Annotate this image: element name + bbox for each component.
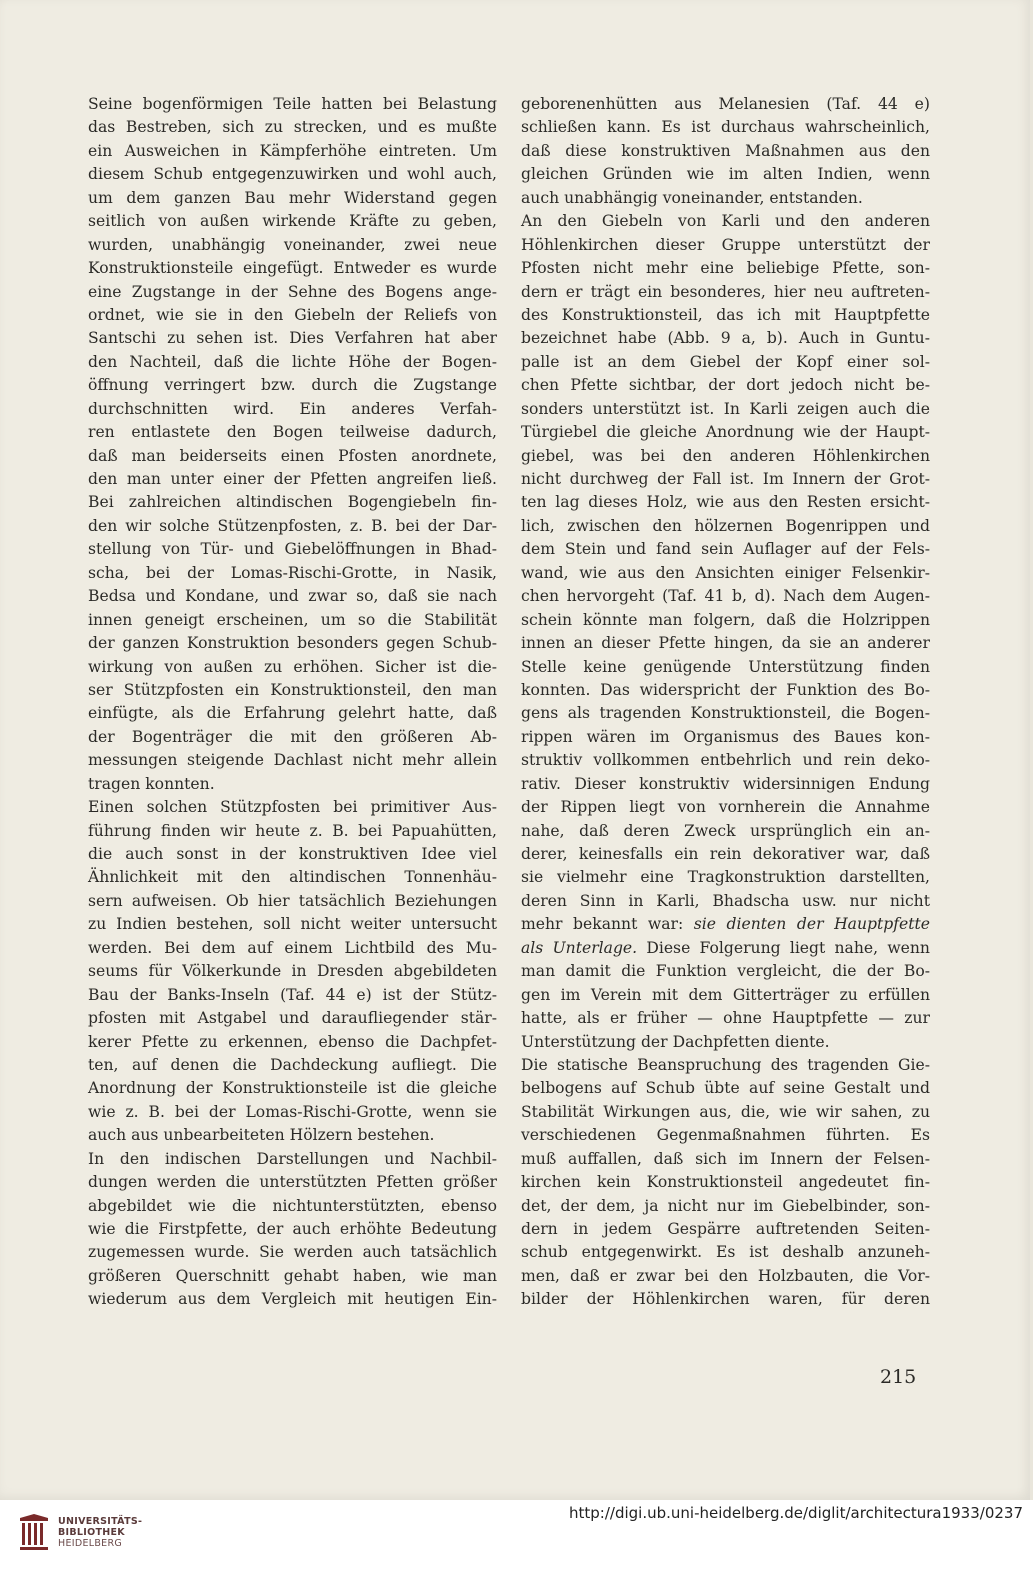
university-library-logo-icon — [18, 1514, 50, 1558]
text-line: messungen steigende Dachlast nicht mehr allein — [88, 751, 497, 770]
library-name-line: HEIDELBERG — [58, 1538, 123, 1549]
text-line: wie die Firstpfette, der auch erhöhte Bedeutung — [88, 1220, 497, 1238]
page-number: 215 — [880, 1366, 917, 1388]
text-line: führung finden wir heute z. B. bei Papuahütten, — [88, 821, 497, 840]
text-line: stellung von Tür- und Giebelöffnungen in Bhad- — [88, 540, 497, 559]
text-line: Unterstützung der Dachpfetten diente. — [521, 1032, 830, 1051]
library-name-line: BIBLIOTHEK — [58, 1527, 125, 1538]
text-line: dem Stein und fand sein Auflager auf der Fels- — [521, 540, 930, 559]
text-line: hatte, als er früher — ohne Hauptpfette — zur — [521, 1009, 930, 1028]
text-line — [521, 937, 930, 960]
text-line: tragen konnten. — [88, 774, 215, 793]
text-line: innen geneigt erscheinen, um so die Stabilität — [88, 610, 497, 629]
text-line: Bau der Banks-Inseln (Taf. 44 e) ist der Stütz- — [88, 985, 497, 1004]
text-line: struktiv vollkommen entbehrlich und rein deko- — [521, 751, 930, 770]
text-line: der ganzen Konstruktion besonders gegen Schub- — [88, 634, 497, 653]
text-line: diesem Schub entgegenzuwirken und wohl auch, — [88, 165, 497, 184]
text-line: derer, keinesfalls ein rein dekorativer war, daß — [521, 845, 930, 863]
text-line: Anordnung der Konstruktionsteile ist die gleiche — [88, 1079, 497, 1098]
text-line: die auch sonst in der konstruktiven Idee viel — [88, 845, 497, 863]
text-line: der Rippen liegt von vornherein die Annahme — [521, 798, 930, 817]
text-line: um dem ganzen Bau mehr Widerstand gegen — [88, 188, 497, 207]
text-line: sie vielmehr eine Tragkonstruktion darstellten, — [521, 868, 930, 887]
text-line: seitlich von außen wirkende Kräfte zu geben, — [88, 212, 497, 231]
text-line: belbogens auf Schub übte auf seine Gestalt und — [521, 1079, 930, 1098]
text-line: öffnung verringert bzw. durch die Zugstange — [88, 376, 497, 395]
text-line: wiederum aus dem Vergleich mit heutigen Ein- — [88, 1290, 497, 1309]
text-line: Stelle keine genügende Unterstützung finden — [521, 657, 930, 676]
text-line: mehr bekannt war: sie dienten der Hauptpfette — [521, 915, 931, 934]
text-line: scha, bei der Lomas-Rischi-Grotte, in Nasik, — [88, 563, 497, 582]
text-line: lich, zwischen den hölzernen Bogenrippen und — [521, 516, 930, 535]
text-line: palle ist an dem Giebel der Kopf einer sol- — [521, 352, 930, 371]
italic-phrase: als Unterlage. — [521, 938, 638, 957]
right-text-column — [521, 93, 930, 1312]
text-line: kerer Pfette zu erkennen, ebenso die Dachpfet- — [88, 1032, 497, 1051]
text-line: giebel, was bei den anderen Höhlenkirchen — [521, 446, 930, 465]
text-line: Bei zahlreichen altindischen Bogengiebeln fin- — [88, 493, 497, 512]
text-line: pfosten mit Astgabel und daraufliegender stär- — [88, 1009, 497, 1028]
text-line: ser Stützpfosten ein Konstruktionsteil, den man — [88, 680, 497, 699]
text-line: zu Indien bestehen, soll nicht weiter untersucht — [88, 915, 497, 934]
text-line: dern in jedem Gespärre auftretenden Seiten- — [521, 1220, 930, 1238]
text-line: sonders unterstützt ist. In Karli zeigen auch die — [521, 399, 930, 418]
text-line: In den indischen Darstellungen und Nachbil- — [88, 1149, 497, 1168]
text-line: dern er trägt ein besonderes, hier neu auftreten- — [521, 282, 930, 301]
text-line: Seine bogenförmigen Teile hatten bei Belastung — [88, 95, 497, 113]
text-line: Stabilität Wirkungen aus, die, wie wir sahen, zu — [521, 1102, 930, 1121]
text-line: gen im Verein mit dem Gitterträger zu erfüllen — [521, 985, 930, 1004]
text-line: Ähnlichkeit mit den altindischen Tonnenhäu- — [88, 868, 497, 887]
text-line: abgebildet wie die nichtunterstützten, ebenso — [88, 1196, 497, 1215]
italic-phrase: sie dienten der Hauptpfette — [693, 915, 931, 934]
text-line: daß man beiderseits einen Pfosten anordnete, — [88, 446, 497, 465]
text-line: der Bogenträger die mit den größeren Ab- — [88, 727, 497, 746]
text-line: chen Pfette sichtbar, der dort jedoch nicht be- — [521, 376, 930, 395]
text-line: seums für Völkerkunde in Dresden abgebildeten — [88, 962, 497, 981]
library-name-line: UNIVERSITÄTS- — [58, 1516, 143, 1527]
text-line: innen an dieser Pfette hingen, da sie an anderer — [521, 634, 930, 653]
text-line: deren Sinn in Karli, Bhadscha usw. nur nicht — [521, 891, 930, 910]
text-line: zugemessen wurde. Sie werden auch tatsächlich — [88, 1243, 497, 1262]
text-line: ten lag dieses Holz, wie aus den Resten ersicht- — [521, 493, 930, 512]
text-line: des Konstruktionsteil, das ich mit Hauptpfette — [521, 305, 930, 324]
text-line: Die statische Beanspruchung des tragenden Gie- — [521, 1055, 930, 1074]
text-line: den wir solche Stützenpfosten, z. B. bei der Dar- — [88, 516, 497, 535]
text-line: Türgiebel die gleiche Anordnung wie der Haupt- — [521, 423, 930, 442]
text-line: Pfosten nicht mehr eine beliebige Pfette, son- — [521, 259, 930, 278]
text-line: ein Ausweichen in Kämpferhöhe eintreten. Um — [88, 141, 497, 160]
text-line: ren entlastete den Bogen teilweise dadurch, — [88, 423, 497, 442]
text-line: muß auffallen, daß sich im Innern der Felsen- — [521, 1149, 930, 1168]
text-line: Bedsa und Kondane, und zwar so, daß sie nach — [88, 587, 497, 606]
text-line: den man unter einer der Pfetten angreifen ließ. — [88, 470, 497, 488]
text-line: schein könnte man folgern, daß die Holzrippen — [521, 610, 930, 629]
text-line: auch unabhängig voneinander, entstanden. — [521, 188, 863, 207]
text-line: gens als tragenden Konstruktionsteil, die Bogen- — [521, 704, 930, 723]
text-line: einfügte, als die Erfahrung gelehrt hatte, daß — [88, 704, 497, 723]
text-fragment: Diese Folgerung liegt nahe, wenn — [637, 938, 930, 957]
text-line: rativ. Dieser konstruktiv widersinnigen Endung — [521, 774, 930, 793]
text-line: geborenenhütten aus Melanesien (Taf. 44 e) — [521, 95, 930, 113]
text-line: bezeichnet habe (Abb. 9 a, b). Auch in Guntu- — [521, 329, 930, 348]
text-line: eine Zugstange in der Sehne des Bogens ange- — [88, 282, 497, 301]
text-line: auch aus unbearbeiteten Hölzern bestehen. — [88, 1126, 435, 1145]
text-line: nahe, daß deren Zweck ursprünglich ein an- — [521, 821, 930, 840]
text-line: An den Giebeln von Karli und den anderen — [521, 212, 930, 231]
text-line: Konstruktionsteile eingefügt. Entweder es wurde — [88, 259, 497, 278]
text-line: sern aufweisen. Ob hier tatsächlich Beziehungen — [88, 891, 497, 910]
text-line: wand, wie aus den Ansichten einiger Felsenkir- — [521, 563, 930, 582]
text-line: rippen wären im Organismus des Baues kon- — [521, 727, 930, 746]
text-line: den Nachteil, daß die lichte Höhe der Bogen- — [88, 352, 497, 371]
text-line: dungen werden die unterstützten Pfetten größer — [88, 1173, 497, 1192]
footer-bar — [0, 1500, 1033, 1577]
text-line: konnten. Das widerspricht der Funktion des Bo- — [521, 680, 930, 699]
library-name — [58, 1516, 142, 1549]
text-line: das Bestreben, sich zu strecken, und es mußte — [88, 118, 497, 137]
text-line: daß diese konstruktiven Maßnahmen aus den — [521, 141, 930, 160]
text-line: schließen kann. Es ist durchaus wahrscheinlich, — [521, 118, 930, 137]
text-line: durchschnitten wird. Ein anderes Verfah- — [88, 399, 497, 418]
text-line: wie z. B. bei der Lomas-Rischi-Grotte, wenn sie — [88, 1102, 497, 1121]
text-line: bilder der Höhlenkirchen waren, für deren — [521, 1290, 930, 1309]
left-text-column — [88, 93, 497, 1312]
text-line: ordnet, wie sie in den Giebeln der Reliefs von — [88, 305, 497, 324]
text-line: größeren Querschnitt gehabt haben, wie man — [88, 1266, 497, 1285]
text-line: det, der dem, ja nicht nur im Giebelbinder, son- — [521, 1196, 930, 1215]
text-line: chen hervorgeht (Taf. 41 b, d). Nach dem Augen- — [521, 587, 930, 606]
text-line: schub entgegenwirkt. Es ist deshalb anzuneh- — [521, 1243, 930, 1262]
text-line: man damit die Funktion vergleicht, die der Bo- — [521, 962, 930, 981]
text-line: werden. Bei dem auf einem Lichtbild des Mu- — [88, 938, 497, 957]
text-line: Höhlenkirchen dieser Gruppe unterstützt der — [521, 235, 930, 254]
text-line: nicht durchweg der Fall ist. Im Innern der Grot- — [521, 470, 930, 488]
text-line: verschiedenen Gegenmaßnahmen führten. Es — [521, 1126, 930, 1145]
text-line: kirchen kein Konstruktionsteil angedeutet fin- — [521, 1173, 930, 1192]
source-url-link[interactable]: http://digi.ub.uni-heidelberg.de/diglit/architectura1933/0237 — [569, 1504, 1023, 1522]
text-line: wurden, unabhängig voneinander, zwei neue — [88, 235, 497, 254]
text-line: ten, auf denen die Dachdeckung aufliegt. Die — [88, 1055, 497, 1074]
text-line: men, daß er zwar bei den Holzbauten, die Vor- — [521, 1266, 930, 1285]
text-line: Santschi zu sehen ist. Dies Verfahren hat aber — [88, 329, 497, 348]
text-line: Einen solchen Stützpfosten bei primitiver Aus- — [88, 798, 497, 817]
text-line: gleichen Gründen wie im alten Indien, wenn — [521, 165, 930, 184]
text-line: wirkung von außen zu erhöhen. Sicher ist die- — [88, 657, 497, 676]
